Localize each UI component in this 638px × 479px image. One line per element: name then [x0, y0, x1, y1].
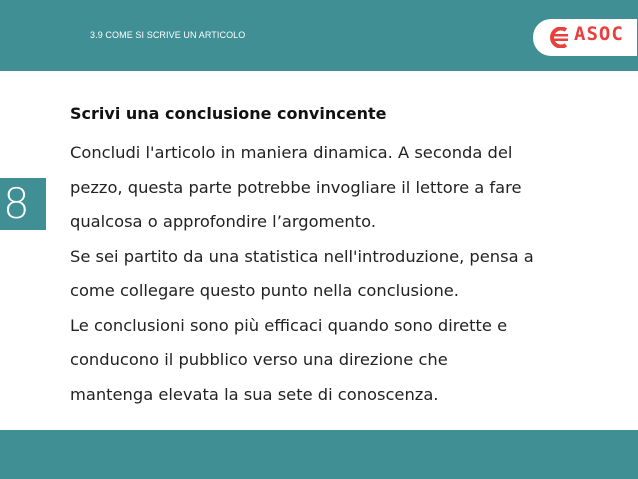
slide-number-tab — [0, 178, 46, 230]
section-label: 3.9 COME SI SCRIVE UN ARTICOLO — [90, 30, 246, 40]
body-line: Le conclusioni sono più efficaci quando sono dirette e — [70, 315, 508, 335]
footer-bar — [0, 430, 638, 479]
slide-body — [70, 136, 630, 412]
asoc-logo-icon — [546, 27, 570, 48]
body-line: Concludi l'articolo in maniera dinamica. A seconda del — [70, 143, 513, 162]
slide-title: Scrivi una conclusione convincente — [70, 104, 387, 123]
body-line: come collegare questo punto nella conclusione. — [70, 281, 459, 300]
header-bar — [0, 0, 638, 71]
body-line: conducono il pubblico verso una direzione che — [70, 350, 448, 369]
body-line: pezzo, questa parte potrebbe invogliare il lettore a fare — [70, 177, 522, 197]
body-line: Se sei partito da una statistica nell'introduzione, pensa a — [70, 246, 534, 266]
body-line: qualcosa o approfondire l’argomento. — [70, 212, 376, 231]
asoc-logo — [533, 19, 637, 56]
slide-number: 8 — [3, 179, 30, 228]
body-line: mantenga elevata la sua sete di conoscenza. — [70, 384, 439, 404]
logo-text: ASOC — [574, 23, 624, 45]
